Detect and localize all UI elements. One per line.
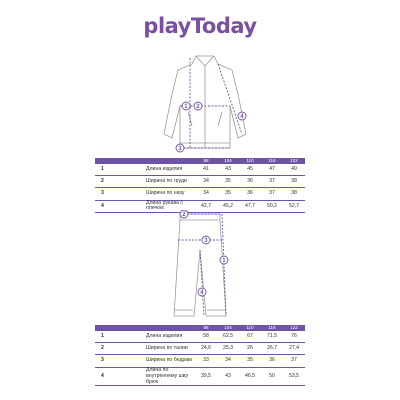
table-row: 3 Ширина по низу 34 35 36 37 38 xyxy=(95,188,305,200)
table-row: 3 Ширина по бедрам 33 34 35 36 37 xyxy=(95,355,305,367)
jacket-size-col: 98 xyxy=(195,158,217,164)
pants-drawing xyxy=(160,210,240,320)
jacket-size-col: 110 xyxy=(239,158,261,164)
jacket-marker-3-label: 3 xyxy=(178,146,182,153)
pants-marker-2-label: 2 xyxy=(182,212,186,219)
brand-logo: playToday xyxy=(143,14,257,38)
pants-size-col: 122 xyxy=(283,325,305,331)
jacket-size-col: 104 xyxy=(217,158,239,164)
table-row: 2 Ширина по талии 24,6 25,3 26 26,7 27,4 xyxy=(95,343,305,355)
table-row: 1 Длина изделия 58 62,5 67 71,5 76 xyxy=(95,331,305,343)
jacket-marker-2-label: 2 xyxy=(196,104,200,111)
pants-size-col: 110 xyxy=(239,325,261,331)
jacket-drawing xyxy=(150,54,260,154)
jacket-sketch xyxy=(150,54,260,154)
jacket-size-table xyxy=(95,158,305,213)
pants-sketch xyxy=(160,210,240,320)
table-row: 2 Ширина по груди 34 35 36 37 38 xyxy=(95,176,305,188)
jacket-marker-1-label: 1 xyxy=(184,104,188,111)
table-row: 1 Длина изделия 41 43 45 47 49 xyxy=(95,164,305,176)
jacket-size-col: 116 xyxy=(261,158,283,164)
table-row: 4 Длина по внутреннему шву брюк 39,5 43 46,5 50 53,5 xyxy=(95,367,305,386)
jacket-size-col: 122 xyxy=(283,158,305,164)
pants-size-table xyxy=(95,325,305,386)
pants-size-col: 116 xyxy=(261,325,283,331)
pants-size-col: 98 xyxy=(195,325,217,331)
pants-marker-4-label: 4 xyxy=(200,290,204,297)
pants-size-col: 104 xyxy=(217,325,239,331)
pants-marker-1-label: 1 xyxy=(222,258,226,265)
pants-marker-3-label: 3 xyxy=(204,238,208,245)
table-row: 4 Длина рукава с плечом 42,7 45,2 47,7 50,2 52,7 xyxy=(95,200,305,212)
jacket-marker-4-label: 4 xyxy=(240,114,244,121)
